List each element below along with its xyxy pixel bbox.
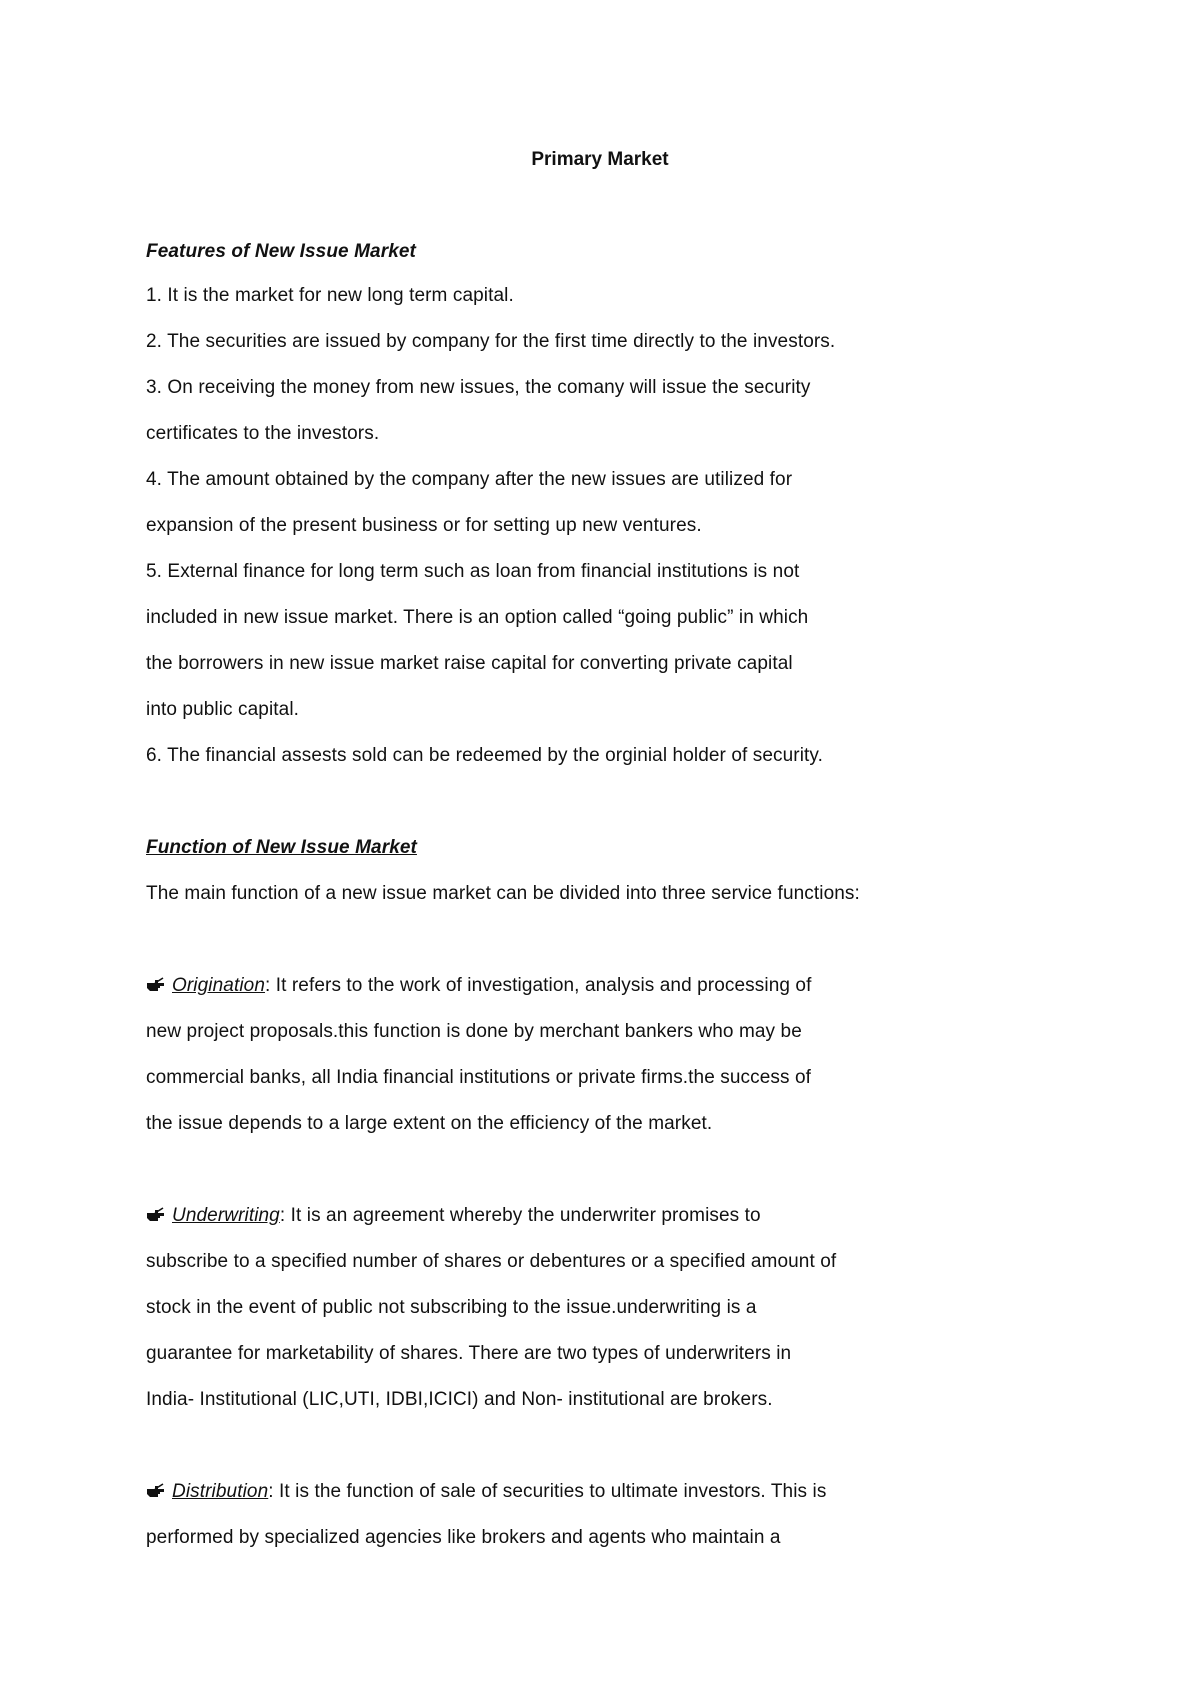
distribution-term: Distribution [172, 1481, 269, 1502]
features-line: into public capital. [146, 699, 300, 720]
underwriting-line: India- Institutional (LIC,UTI, IDBI,ICICI) and Non- institutional are brokers. [146, 1389, 773, 1410]
underwriting-term: Underwriting [172, 1205, 280, 1226]
underwriting-line: stock in the event of public not subscribing to the issue.underwriting is a [146, 1297, 757, 1318]
features-line: 1. It is the market for new long term capital. [146, 285, 514, 306]
features-heading: Features of New Issue Market [146, 241, 416, 262]
features-line: expansion of the present business or for setting up new ventures. [146, 515, 702, 536]
features-line: 4. The amount obtained by the company after the new issues are utilized for [146, 469, 793, 490]
function-item-distribution [146, 1480, 826, 1504]
functions-intro: The main function of a new issue market can be divided into three service functions: [146, 883, 860, 904]
underwriting-line: subscribe to a specified number of shares or debentures or a specified amount of [146, 1251, 837, 1272]
document-title: Primary Market [531, 149, 669, 170]
features-line: 6. The financial assests sold can be redeemed by the orginial holder of security. [146, 745, 823, 766]
origination-term: Origination [172, 975, 265, 996]
origination-line: the issue depends to a large extent on the efficiency of the market. [146, 1113, 713, 1134]
features-line: certificates to the investors. [146, 423, 380, 444]
pointing-hand-icon [146, 1483, 166, 1499]
features-line: the borrowers in new issue market raise capital for converting private capital [146, 653, 793, 674]
features-line: 3. On receiving the money from new issues, the comany will issue the security [146, 377, 811, 398]
origination-line: new project proposals.this function is done by merchant bankers who may be [146, 1021, 802, 1042]
function-item-origination [146, 974, 811, 998]
features-line: 5. External finance for long term such as loan from financial institutions is not [146, 561, 800, 582]
function-item-underwriting [146, 1204, 761, 1228]
functions-heading: Function of New Issue Market [146, 837, 417, 858]
pointing-hand-icon [146, 977, 166, 993]
pointing-hand-icon [146, 1207, 166, 1223]
features-line: 2. The securities are issued by company for the first time directly to the investors. [146, 331, 836, 352]
underwriting-line: guarantee for marketability of shares. There are two types of underwriters in [146, 1343, 792, 1364]
origination-line: commercial banks, all India financial institutions or private firms.the success of [146, 1067, 812, 1088]
origination-text: : It refers to the work of investigation, analysis and processing of [264, 975, 812, 996]
distribution-text: : It is the function of sale of securities to ultimate investors. This is [268, 1481, 827, 1502]
underwriting-text: : It is an agreement whereby the underwriter promises to [279, 1205, 761, 1226]
distribution-line: performed by specialized agencies like brokers and agents who maintain a [146, 1527, 781, 1548]
features-line: included in new issue market. There is an option called “going public” in which [146, 607, 809, 628]
